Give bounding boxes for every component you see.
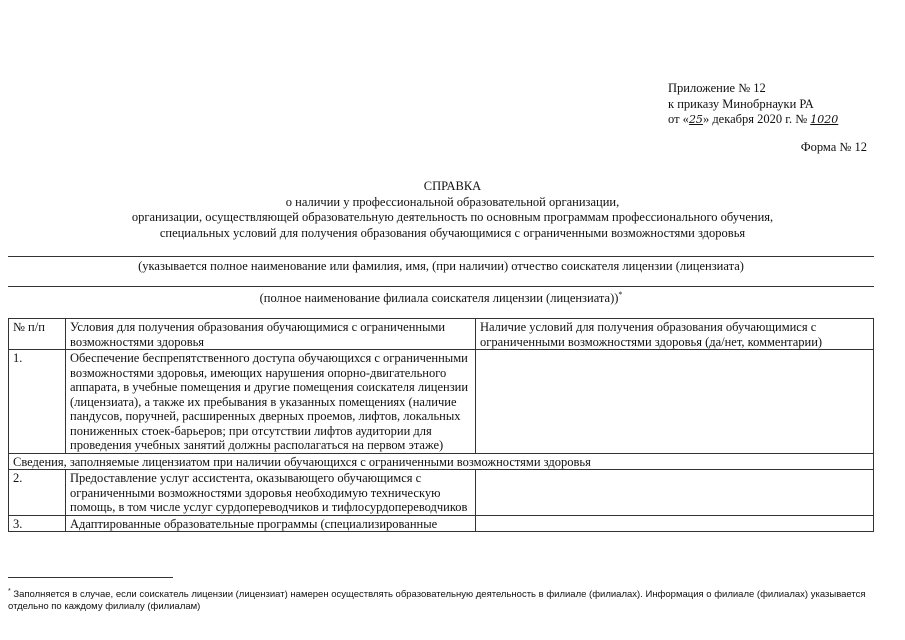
table-row (9, 515, 874, 532)
appendix-order-ref: к приказу Минобрнауки РА (668, 96, 814, 111)
applicant-name-line (8, 256, 874, 257)
appendix-date-line: от «25» декабря 2020 г. № 1020 (668, 112, 839, 126)
row-number: 1. (9, 350, 66, 454)
table-header-row (9, 319, 874, 350)
footnote-separator (8, 577, 173, 578)
subtitle-line-3: специальных условий для получения образования обучающимися с ограниченными возможностями здоровья (159, 225, 746, 240)
appendix-header (668, 81, 838, 128)
row-number: 2. (9, 470, 66, 516)
footnote-mark: * (8, 588, 11, 595)
footnote-text: Заполняется в случае, если соискатель лицензии (лицензиат) намерен осуществлять образовательную деятельность в филиале (филиалах). Информация о филиале (филиалах) указывается отдельно по каждому филиалу (филиалам) (8, 589, 866, 613)
appendix-number: Приложение № 12 (668, 81, 766, 95)
row-number: 3. (9, 515, 66, 532)
applicant-caption: (указывается полное наименование или фамилия, имя, (при наличии) отчество соискателя лицензии (лицензиата) (138, 259, 744, 273)
table-row (9, 470, 874, 516)
header-number: № п/п (9, 319, 66, 350)
handwritten-day: 25 (688, 113, 703, 126)
document-title-block (20, 179, 885, 241)
section-heading: Сведения, заполняемые лицензиатом при наличии обучающихся с ограниченными возможностями здоровья (9, 453, 874, 470)
subtitle-line-2: организации, осуществляющей образовательную деятельность по основным программам профессионального обучения, (131, 210, 774, 224)
table-row (9, 350, 874, 454)
footnote-marker: * (618, 290, 623, 299)
footnote (8, 586, 878, 613)
table-section-row (9, 453, 874, 470)
branch-caption: (полное наименование филиала соискателя лицензии (лицензиата))* (259, 290, 623, 306)
row-availability-cell[interactable] (476, 470, 874, 516)
row-condition: Адаптированные образовательные программы (специализированные (66, 515, 476, 532)
header-conditions: Условия для получения образования обучающимися с ограниченными возможностями здоровья (66, 319, 476, 350)
row-availability-cell[interactable] (476, 515, 874, 532)
header-availability: Наличие условий для получения образования обучающимися с ограниченными возможностями здоровья (да/нет, комментарии) (476, 319, 874, 350)
row-condition: Обеспечение беспрепятственного доступа обучающихся с ограниченными возможностями здоровья, имеющих нарушения опорно-двигательного аппарата, в учебные помещения и другие помещения соискателя лицензии (лицензиата), а также их пребывания в указанных помещениях (наличие пандусов, поручней, расширенных дверных проемов, лифтов, локальных пониженных стоек-барьеров; при отсутствии лифтов аудитории для проведения учебных занятий должны располагаться на первом этаже) (66, 350, 476, 454)
branch-name-line (8, 286, 874, 287)
document-title: СПРАВКА (423, 179, 482, 193)
handwritten-number: 1020 (810, 113, 839, 126)
subtitle-line-1: о наличии у профессиональной образовательной организации, (285, 194, 620, 209)
conditions-table (8, 318, 874, 532)
row-condition: Предоставление услуг ассистента, оказывающего обучающимся с ограниченными возможностями здоровья необходимую техническую помощь, в том числе услуг сурдопереводчиков и тифлосурдопереводчиков (66, 470, 476, 516)
row-availability-cell[interactable] (476, 350, 874, 454)
form-label: Форма № 12 (800, 140, 867, 154)
